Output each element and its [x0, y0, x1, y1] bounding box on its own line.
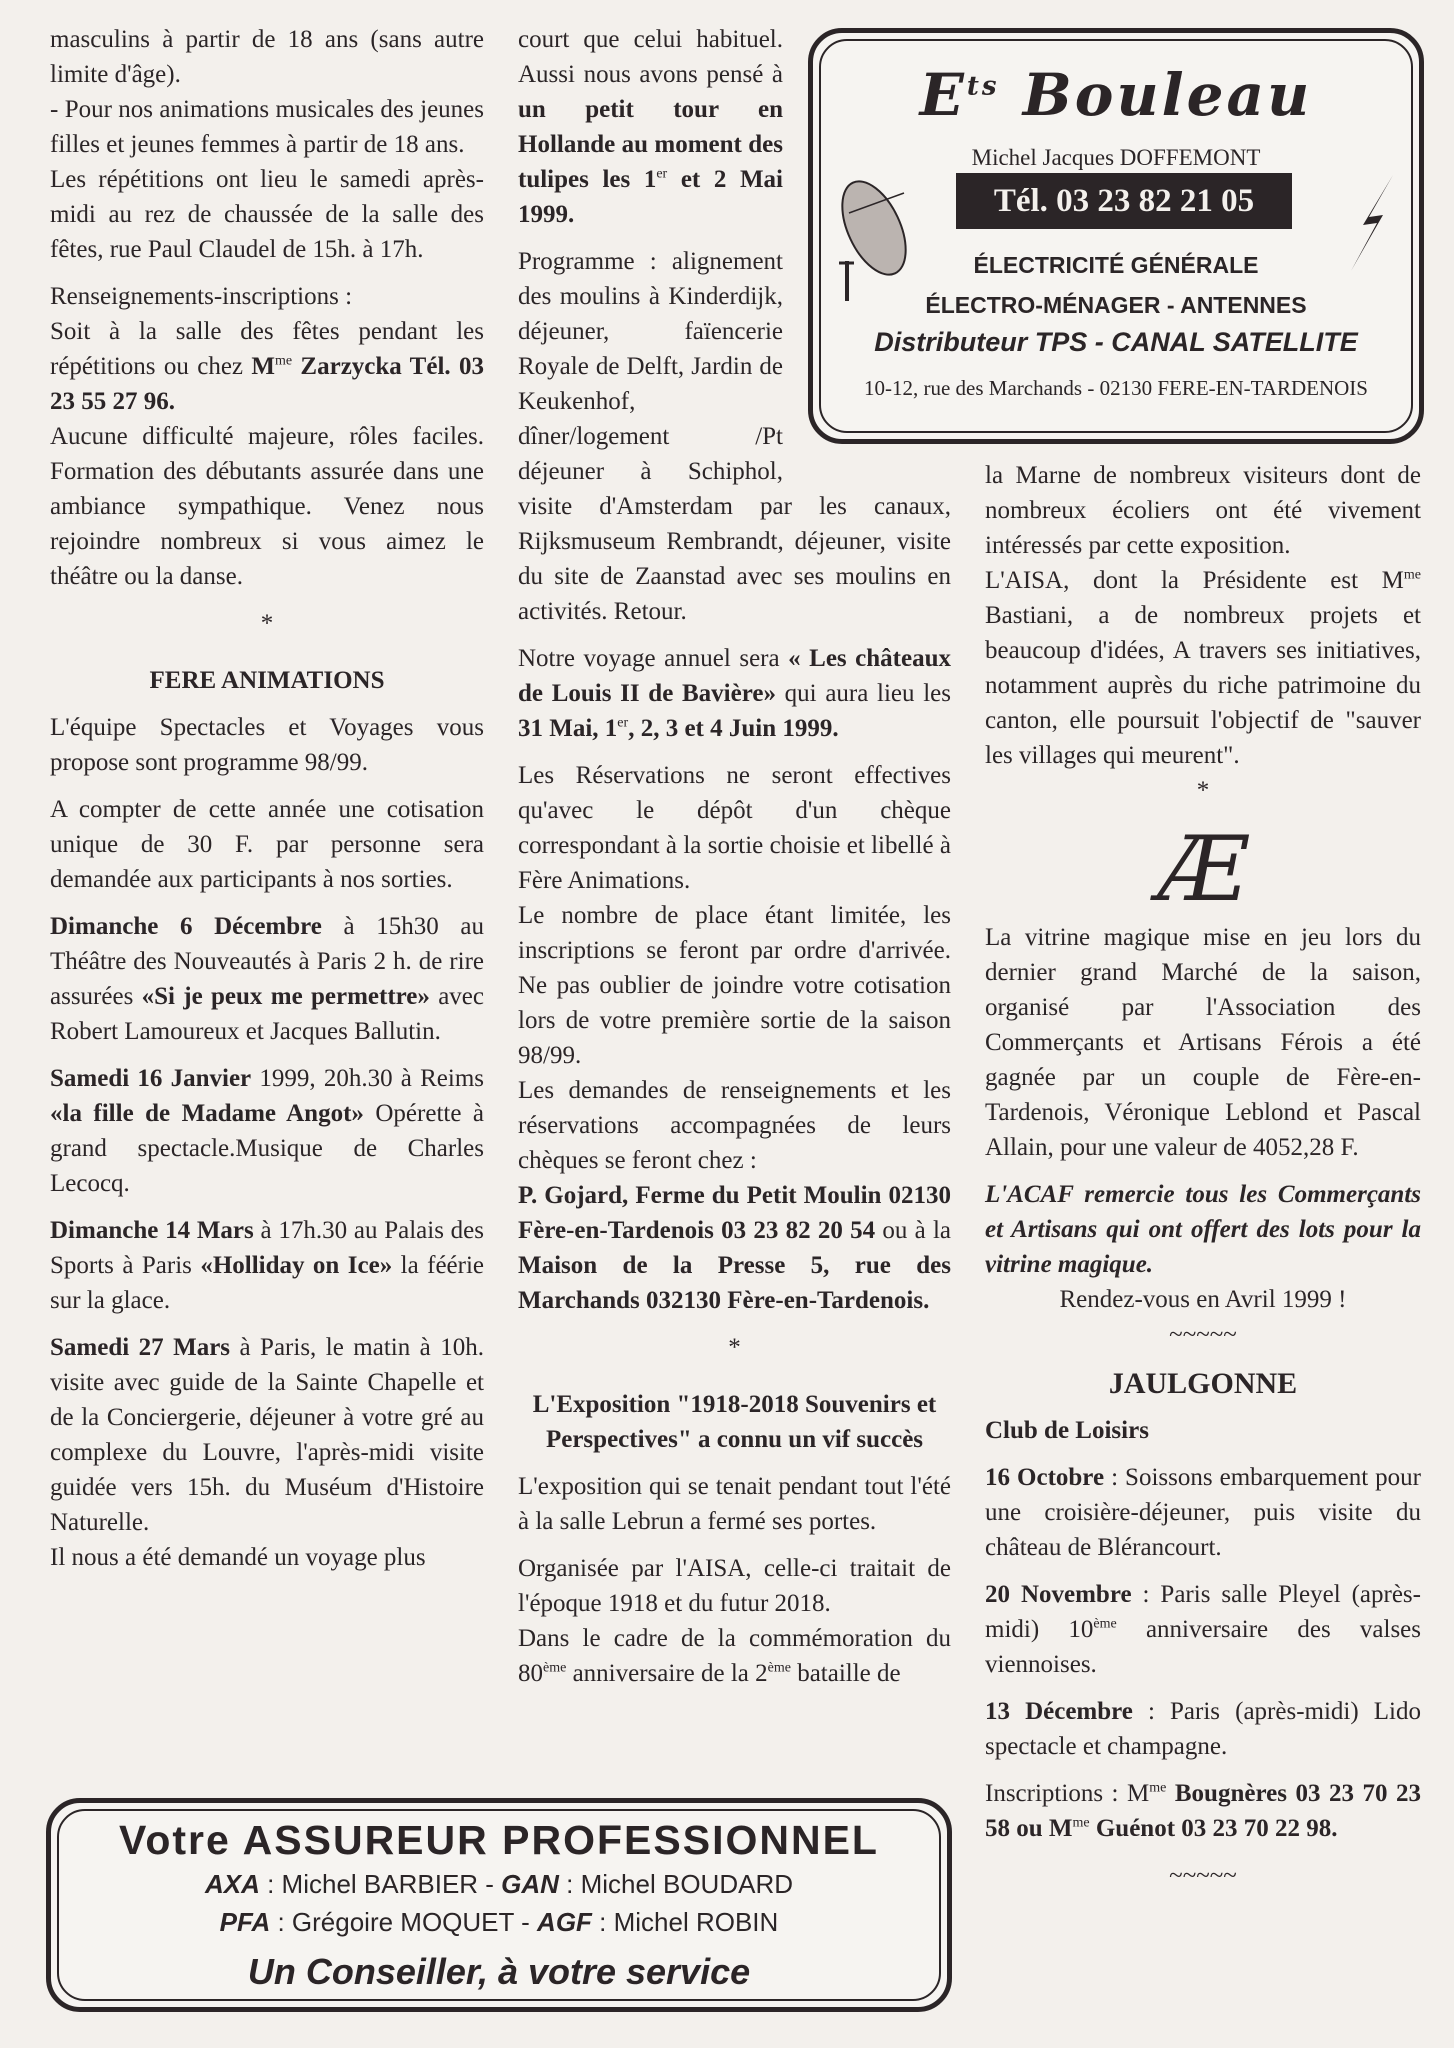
- text-run: Aucune difficulté majeure, rôles faciles. Formation des débutants assurée dans une ambiance sympathique. Venez nous rejoindre nombreux si vous aimez le théâtre ou la danse.: [50, 423, 484, 590]
- text-run: ème: [543, 1660, 567, 1676]
- paragraph: [985, 1177, 1421, 1282]
- text-run: ou à la: [875, 1217, 951, 1244]
- paragraph: [985, 1694, 1421, 1764]
- advertisement-assureur: [46, 1798, 952, 2012]
- paragraph: [985, 1577, 1421, 1682]
- paragraph: [50, 1213, 484, 1318]
- text-run: «Holliday on Ice»: [200, 1252, 393, 1279]
- paragraph: [50, 22, 484, 92]
- paragraph: [50, 92, 484, 162]
- text-run: Maison de la Presse 5, rue des Marchands 032130 Fère-en-Tardenois.: [518, 1252, 951, 1314]
- text-run: Renseignements-inscriptions :: [50, 283, 353, 310]
- paragraph: [50, 162, 484, 267]
- text-run: FERE ANIMATIONS: [149, 667, 385, 694]
- text-run: 16 Octobre: [985, 1464, 1105, 1491]
- text-run: er: [656, 166, 668, 182]
- paragraph: [985, 1317, 1421, 1352]
- paragraph: [518, 758, 951, 898]
- text-run: Bastiani, a de nombreux projets et beaucoup d'idées, A travers ses initiatives, notamment auprès du riche patrimoine du canton, elle poursuit l'objectif de "sauver les villages qui meurent".: [985, 602, 1421, 769]
- text-run: Dans le cadre de la commémoration du 80: [518, 1625, 951, 1687]
- text-run: M: [251, 353, 275, 380]
- insurer-company: AXA: [204, 1869, 260, 1899]
- paragraph: [50, 1540, 484, 1575]
- text-run: Bougnères 03 23 70 23 58 ou M: [985, 1780, 1421, 1842]
- paragraph: [50, 419, 484, 594]
- text-run: anniversaire des valses viennoises.: [985, 1616, 1422, 1678]
- text-run: un petit tour en Hollande au moment des tulipes les 1: [518, 96, 783, 193]
- paragraph: [50, 606, 484, 641]
- service-line-3: Distributeur TPS - CANAL SATELLITE: [874, 327, 1358, 357]
- paragraph: [985, 1282, 1421, 1317]
- text-run: L'équipe Spectacles et Voyages vous propose sont programme 98/99.: [50, 714, 484, 776]
- text-run: Le nombre de place étant limitée, les inscriptions se feront par ordre d'arrivée. Ne pas oublier de joindre votre cotisation lors de votre première sortie de la saison 98/99.: [518, 902, 951, 1069]
- text-run: Samedi 16 Janvier: [50, 1065, 252, 1092]
- paragraph: [985, 773, 1421, 808]
- paragraph: [518, 1551, 951, 1621]
- text-run: Les demandes de renseignements et les réservations accompagnées de leurs chèques se feront chez :: [518, 1077, 951, 1174]
- text-run: : Soissons embarquement pour une croisière-déjeuner, puis visite du château de Blérancourt.: [985, 1464, 1422, 1561]
- paragraph: [985, 1858, 1421, 1893]
- text-run: 13 Décembre: [985, 1698, 1133, 1725]
- text-run: Æ: [1157, 817, 1249, 922]
- text-run: Rendez-vous en Avril 1999 !: [1059, 1286, 1347, 1313]
- paragraph: [50, 909, 484, 1049]
- text-run: me: [1072, 1815, 1090, 1831]
- paragraph: [518, 1073, 951, 1178]
- paragraph: [985, 1776, 1421, 1846]
- text-run: «Si je peux me permettre»: [141, 983, 430, 1010]
- text-run: la Marne de nombreux visiteurs dont de nombreux écoliers ont été vivement intéressés par cette exposition.: [985, 462, 1421, 559]
- text-run: Inscriptions : M: [985, 1780, 1150, 1807]
- text-run: Dimanche 14 Mars: [50, 1217, 254, 1244]
- text-run: L'Exposition "1918-2018 Souvenirs et Perspectives" a connu un vif succès: [532, 1391, 937, 1453]
- text-run: L'ACAF remercie tous les Commerçants et Artisans qui ont offert des lots pour la vitrine magique.: [985, 1181, 1421, 1278]
- text-run: L'exposition qui se tenait pendant tout l'été à la salle Lebrun a fermé ses portes.: [518, 1473, 951, 1535]
- section-heading: [50, 663, 484, 698]
- insurer-agent: : Michel BARBIER -: [259, 1869, 502, 1899]
- text-run: : Paris salle Pleyel (après-midi) 10: [985, 1581, 1421, 1643]
- text-run: Club de Loisirs: [985, 1417, 1149, 1444]
- text-run: L'AISA, dont la Présidente est M: [985, 567, 1404, 594]
- text-run: Programme : alignement des moulins à Kinderdijk, déjeuner, faïencerie Royale de Delft, Jardin de Keukenhof, dîner/logement /Pt déjeuner à Schiphol, visite d'Amsterdam par les canaux, Rijksmuseum Rembrandt, déjeuner, visite du site de Zaanstad avec ses moulins en activités. Retour.: [518, 248, 951, 625]
- text-run: , 2, 3 et 4 Juin 1999.: [628, 715, 839, 742]
- text-run: 1999, 20h.30 à Reims: [251, 1065, 484, 1092]
- paragraph: [518, 898, 951, 1073]
- text-run: er: [617, 715, 629, 731]
- text-run: ~~~~~: [1169, 1321, 1237, 1348]
- article-column-3: [985, 458, 1421, 1905]
- text-run: avec Robert Lamoureux et Jacques Ballutin.: [50, 983, 484, 1045]
- text-run: me: [274, 353, 293, 369]
- paragraph: [985, 1413, 1421, 1448]
- text-run: Il nous a été demandé un voyage plus: [50, 1544, 426, 1571]
- section-heading: [985, 1366, 1421, 1401]
- paragraph: [985, 1460, 1421, 1565]
- lightning-bolt-icon: [1347, 173, 1397, 273]
- paragraph: [518, 1469, 951, 1539]
- text-run: : Paris (après-midi) Lido spectacle et champagne.: [985, 1698, 1421, 1760]
- text-run: *: [1196, 777, 1210, 804]
- text-run: à 17h.30 au Palais des Sports à Paris: [50, 1217, 485, 1279]
- text-run: La vitrine magique mise en jeu lors du dernier grand Marché de la saison, organisé par l'Association des Commerçants et Artisans Férois a été gagnée par un couple de Fère-en-Tardenois, Véronique Leblond et Pascal Allain, pour une valeur de 4052,28 F.: [985, 924, 1421, 1161]
- brand-prefix: E: [919, 61, 967, 129]
- paragraph: [50, 279, 484, 314]
- text-run: Notre voyage annuel sera: [518, 645, 789, 672]
- text-run: *: [260, 610, 274, 637]
- text-run: ème: [767, 1660, 791, 1676]
- text-run: «la fille de Madame Angot»: [50, 1100, 364, 1127]
- insurer-company: GAN: [501, 1869, 559, 1899]
- text-run: à 15h30 au Théâtre des Nouveautés à Paris 2 h. de rire assurées: [50, 913, 484, 1010]
- text-run: me: [1149, 1780, 1167, 1796]
- service-line-1: ÉLECTRICITÉ GÉNÉRALE: [973, 252, 1259, 278]
- brand-name: Bouleau: [1022, 61, 1313, 129]
- advertisement-bouleau: [808, 28, 1424, 444]
- text-run: bataille de: [790, 1660, 901, 1687]
- text-run: Les répétitions ont lieu le samedi après-midi au rez de chaussée de la salle des fêtes, rue Paul Claudel de 15h. à 17h.: [50, 166, 484, 263]
- text-run: Soit à la salle des fêtes pendant les répétitions ou chez: [50, 318, 484, 380]
- text-run: ~~~~~: [1169, 1862, 1237, 1889]
- text-run: *: [728, 1334, 741, 1361]
- text-run: la féérie sur la glace.: [50, 1252, 485, 1314]
- ad-slogan: Un Conseiller, à votre service: [247, 1951, 751, 1992]
- paragraph: [985, 563, 1421, 773]
- address: 10-12, rue des Marchands - 02130 FERE-EN-TARDENOIS: [864, 376, 1368, 400]
- paragraph: [985, 920, 1421, 1165]
- paragraph: [50, 314, 484, 419]
- article-column-1: [50, 22, 484, 1587]
- text-run: me: [1403, 567, 1421, 583]
- text-run: 20 Novembre: [985, 1581, 1132, 1608]
- paragraph: [50, 1330, 484, 1540]
- text-run: Guénot 03 23 70 22 98.: [1089, 1815, 1338, 1842]
- insurer-row-2: [51, 1907, 947, 1938]
- paragraph: [518, 1178, 951, 1318]
- text-run: - Pour nos animations musicales des jeunes filles et jeunes femmes à partir de 18 ans.: [50, 96, 484, 158]
- paragraph: [50, 1061, 484, 1201]
- brand-logo: [813, 61, 1419, 129]
- service-line-2: ÉLECTRO-MÉNAGER - ANTENNES: [925, 292, 1307, 318]
- insurer-company: AGF: [537, 1907, 592, 1937]
- text-run: Organisée par l'AISA, celle-ci traitait de l'époque 1918 et du futur 2018.: [518, 1555, 951, 1617]
- insurer-row-1: [51, 1869, 947, 1900]
- text-run: Les Réservations ne seront effectives qu'avec le dépôt d'un chèque correspondant à la sortie choisie et libellé à Fère Animations.: [518, 762, 951, 894]
- text-run: et 2 Mai 1999.: [518, 166, 783, 228]
- text-run: masculins à partir de 18 ans (sans autre limite d'âge).: [50, 26, 484, 88]
- text-run: qui aura lieu les: [775, 680, 951, 707]
- paragraph: [985, 817, 1421, 922]
- paragraph: [518, 1621, 951, 1691]
- owner-name: Michel Jacques DOFFEMONT: [971, 145, 1261, 170]
- text-run: à Paris, le matin à 10h. visite avec guide de la Sainte Chapelle et de la Conciergerie, déjeuner à votre gré au complexe du Louvre, l'après-midi visite guidée vers 15h. du Muséum d'Histoire Naturelle.: [50, 1334, 484, 1536]
- text-run: Opérette à grand spectacle.Musique de Charles Lecocq.: [50, 1100, 484, 1197]
- text-run: anniversaire de la 2: [566, 1660, 768, 1687]
- text-run: ème: [1093, 1616, 1117, 1632]
- paragraph: [50, 710, 484, 780]
- text-run: Zarzycka Tél. 03 23 55 27 96.: [50, 353, 484, 415]
- brand-sup: ts: [966, 71, 1000, 102]
- text-run: court que celui habituel. Aussi nous avons pensé à: [518, 26, 783, 88]
- text-run: Dimanche 6 Décembre: [50, 913, 322, 940]
- insurer-agent: : Michel ROBIN: [591, 1907, 779, 1937]
- ad-title: Votre ASSUREUR PROFESSIONNEL: [119, 1817, 879, 1863]
- text-run: JAULGONNE: [1108, 1367, 1298, 1400]
- paragraph: [518, 1330, 951, 1365]
- insurer-company: PFA: [219, 1907, 271, 1937]
- insurer-agent: : Michel BOUDARD: [558, 1869, 793, 1899]
- text-run: A compter de cette année une cotisation unique de 30 F. par personne sera demandée aux participants à nos sorties.: [50, 796, 484, 893]
- text-run: Samedi 27 Mars: [50, 1334, 231, 1361]
- text-run: « Les châteaux de Louis II de Bavière»: [518, 645, 952, 707]
- paragraph: [985, 458, 1421, 563]
- phone-number: Tél. 03 23 82 21 05: [956, 173, 1292, 229]
- paragraph: [50, 792, 484, 897]
- satellite-dish-icon: [829, 173, 919, 303]
- text-run: P. Gojard, Ferme du Petit Moulin 02130 Fère-en-Tardenois 03 23 82 20 54: [518, 1182, 951, 1244]
- text-run: 31 Mai, 1: [518, 715, 618, 742]
- paragraph: [518, 641, 951, 746]
- insurer-agent: : Grégoire MOQUET -: [270, 1907, 538, 1937]
- section-heading: [518, 1387, 951, 1457]
